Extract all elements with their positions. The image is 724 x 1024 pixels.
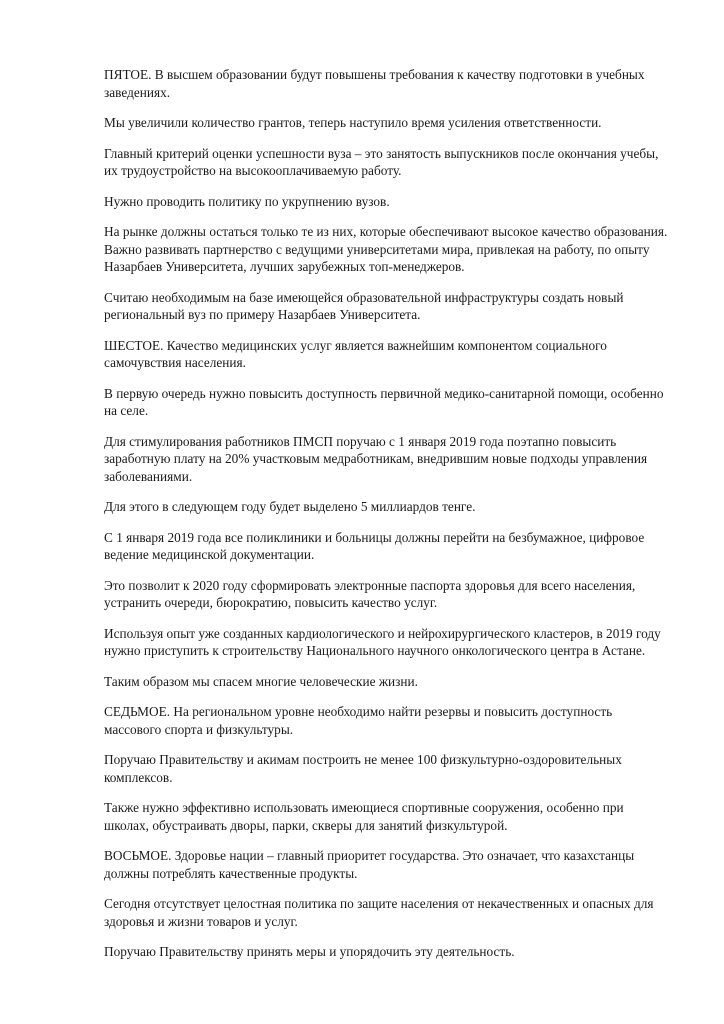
- paragraph-14: Таким образом мы спасем многие человеческие жизни.: [104, 673, 418, 689]
- paragraph-8: В первую очередь нужно повысить доступность первичной медико-санитарной помощи, особенно на селе.: [104, 385, 664, 418]
- paragraph-20: Поручаю Правительству принять меры и упорядочить эту деятельность.: [104, 944, 515, 959]
- paragraph-15: СЕДЬМОЕ. На региональном уровне необходимо найти резервы и повысить доступность массового спорта и физкультуры.: [104, 704, 613, 737]
- paragraph-11: С 1 января 2019 года все поликлиники и больницы должны перейти на безбумажное, цифровое ведение медицинской документации.: [104, 529, 645, 562]
- paragraph-19: Сегодня отсутствует целостная политика по защите населения от некачественных и опасных для здоровья и жизни товаров и услуг.: [104, 896, 654, 929]
- paragraph-17: Также нужно эффективно использовать имеющиеся спортивные сооружения, особенно при школах, обустраивать дворы, парки, скверы для занятий физкультурой.: [104, 800, 624, 833]
- paragraph-7: ШЕСТОЕ. Качество медицинских услуг является важнейшим компонентом социального самочувствия населения.: [104, 337, 607, 370]
- paragraph-2: Мы увеличили количество грантов, теперь наступило время усиления ответственности.: [104, 115, 602, 130]
- paragraph-18: ВОСЬМОЕ. Здоровье нации – главный приоритет государства. Это означает, что казахстанцы должны потреблять качественные продукты.: [104, 848, 635, 881]
- paragraph-10: Для этого в следующем году будет выделено 5 миллиардов тенге.: [104, 499, 476, 514]
- document-body: [104, 66, 684, 974]
- paragraph-5: На рынке должны остаться только те из них, которые обеспечивают высокое качество образования. Важно развивать партнерство с ведущими университетами мира, привлекая на работу, по опыту Назарбаев Университета, лучших зарубежных топ-менеджеров.: [104, 224, 668, 274]
- paragraph-4: Нужно проводить политику по укрупнению вузов.: [104, 193, 390, 209]
- paragraph-13: Используя опыт уже созданных кардиологического и нейрохирургического кластеров, в 2019 году нужно приступить к строительству Национального научного онкологического центра в Астане.: [104, 625, 661, 658]
- paragraph-1: ПЯТОЕ. В высшем образовании будут повышены требования к качеству подготовки в учебных заведениях.: [104, 67, 645, 100]
- paragraph-6: Считаю необходимым на базе имеющейся образовательной инфраструктуры создать новый региональный вуз по примеру Назарбаев Университета.: [104, 289, 624, 322]
- paragraph-3: Главный критерий оценки успешности вуза – это занятость выпускников после окончания учебы, их трудоустройство на высокооплачиваемую работу.: [104, 145, 659, 178]
- paragraph-9: Для стимулирования работников ПМСП поручаю с 1 января 2019 года поэтапно повысить заработную плату на 20% участковым медработникам, внедрившим новые подходы управления заболеваниями.: [104, 433, 648, 484]
- paragraph-12: Это позволит к 2020 году сформировать электронные паспорта здоровья для всего населения, устранить очереди, бюрократию, повысить качество услуг.: [104, 577, 636, 610]
- paragraph-16: Поручаю Правительству и акимам построить не менее 100 физкультурно-оздоровительных комплексов.: [104, 752, 622, 785]
